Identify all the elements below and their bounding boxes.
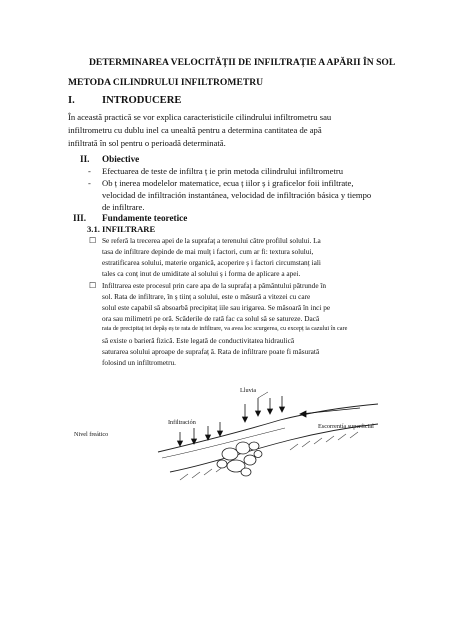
paragraph1-line: Se referă la trecerea apei de la suprafaț a terenului către profilul solului. La	[102, 236, 321, 245]
section1-line: În această practică se vor explica caracteristicile cilindrului infiltrometru sau	[68, 112, 332, 122]
section2-heading: Obiective	[102, 154, 140, 164]
paragraph1-line: tasa de infiltrare depinde de mai mulț i factori, cum ar fi: textura solului,	[102, 247, 314, 256]
paragraph1-line: estratificarea solului, materie organică, acoperire ș i factori circumstanț iali	[102, 258, 321, 267]
section3-heading: Fundamente teoretice	[102, 213, 188, 223]
document-subtitle: METODA CILINDRULUI INFILTROMETRU	[68, 77, 264, 88]
objective-line: Efectuarea de teste de infiltra ț ie prin metoda cilindrului infiltrometru	[102, 166, 344, 176]
objective-line: velocidad de infiltración instantánea, velocidad de infiltración básica y tiempo	[102, 190, 372, 200]
soil-particles	[217, 442, 262, 476]
paragraph2-line: solul este capabil să absoarbă precipitaț iile sau irigarea. Se măsoară în inci pe	[102, 303, 331, 312]
checkbox-icon: ☐	[89, 236, 97, 245]
section2-number: II.	[80, 154, 90, 164]
section1-number: I.	[68, 95, 75, 106]
rain-leader	[258, 392, 268, 398]
section1-line: infiltrometru cu dublu inel ca unealtă pentru a determina cantitatea de apă	[68, 125, 322, 135]
section1-heading: INTRODUCERE	[102, 95, 182, 106]
paragraph2-line: saturarea solului aproape de suprafaț ă. Rata de infiltrare poate fi măsurată	[102, 347, 320, 356]
paragraph2-line: Infiltrarea este procesul prin care apa de la suprafaț a pământului pătrunde în	[102, 281, 327, 290]
ground-surface	[158, 404, 378, 472]
diagram-label-infiltration: Infiltración	[168, 419, 196, 426]
paragraph1-line: tales ca conț inut de umiditate al solului ș i forma de aplicare a apei.	[102, 269, 301, 278]
section3-subheading: 3.1. INFILTRARE	[87, 224, 156, 234]
paragraph2-line: folosind un infiltrometru.	[102, 358, 176, 367]
diagram-label-water-table: Nivel freático	[74, 431, 109, 438]
infiltration-diagram	[150, 384, 380, 504]
section3-number: III.	[73, 213, 87, 223]
runoff-arrow	[300, 408, 360, 417]
diagram-label-runoff: Escorrentía superficial	[318, 423, 374, 430]
checkbox-icon: ☐	[89, 281, 97, 290]
paragraph2-line: să existe o barieră fizică. Este legată de conductivitatea hidraulică	[102, 336, 295, 345]
rain-arrows	[243, 396, 285, 422]
objective-line: de infiltrare.	[102, 202, 145, 212]
bullet-dash: -	[88, 178, 91, 188]
paragraph2-line: sol. Rata de infiltrare, în ș tiinț a solului, este o măsură a vitezei cu care	[102, 292, 311, 301]
paragraph2-line: rata de precipitaț iei depăș eș te rata de infiltrare, va avea loc scurgerea, cu excepț ia cazului în care	[102, 325, 348, 332]
section1-line: infiltrată în sol pentru o perioadă determinată.	[68, 138, 226, 148]
paragraph2-line: ora sau milimetri pe oră. Scăderile de rată fac ca solul să se satureze. Dacă	[102, 314, 320, 323]
soil-hatching	[180, 432, 358, 480]
bullet-dash: -	[88, 166, 91, 176]
objective-line: Ob ț inerea modelelor matematice, ecua ț iilor ș i graficelor foii infiltrate,	[102, 178, 354, 188]
diagram-label-rain: Lluvia	[240, 387, 257, 394]
document-title: DETERMINAREA VELOCITĂȚII DE INFILTRAȚIE A APĂRII ÎN SOL	[89, 57, 396, 68]
